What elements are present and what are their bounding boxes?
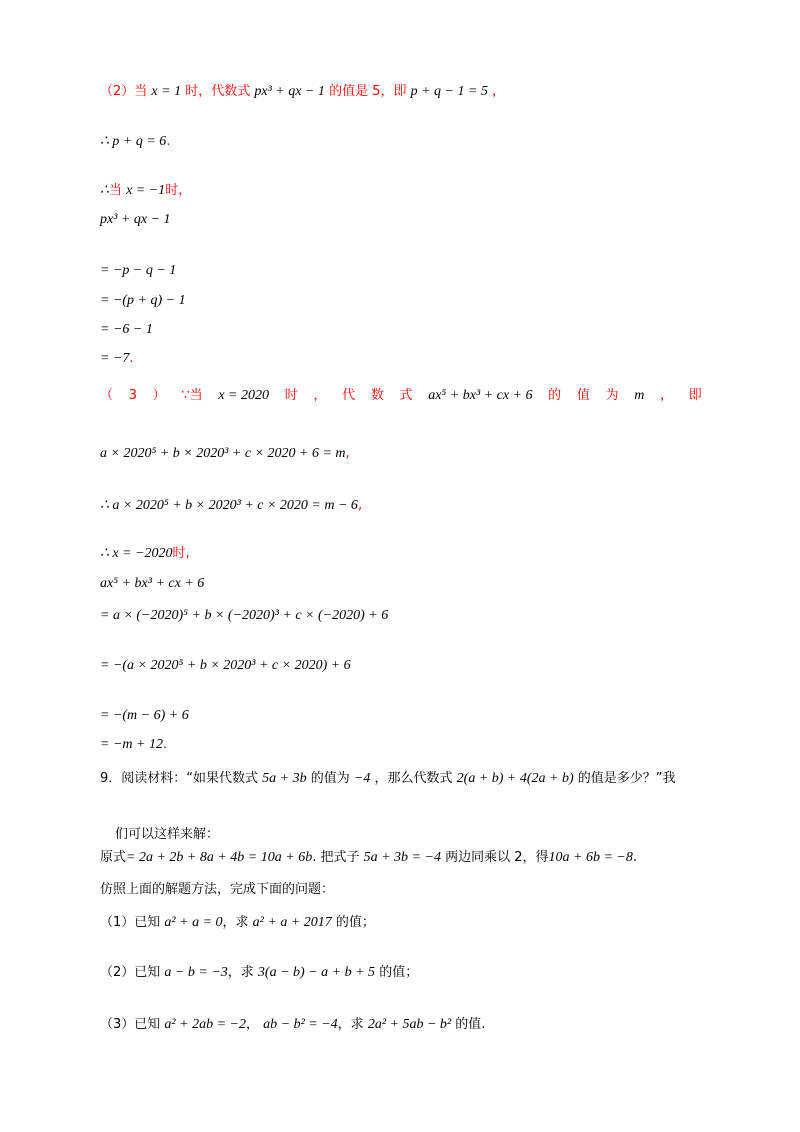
part3-line3-end: , <box>357 498 363 513</box>
part3-equation-m6: ∴ a × 2020⁵ + b × 2020³ + c × 2020 = m − 6 <box>100 498 358 513</box>
part2-mid1: 时，代数式 <box>185 84 251 99</box>
part3-line2 <box>100 445 350 463</box>
q9-sub3-f: 2a² + 5ab − b² <box>367 1017 452 1032</box>
part2-end: ， <box>492 84 506 99</box>
part3-line4-end: 时, <box>172 546 190 561</box>
q9-text3: ，那么代数式 <box>374 771 453 786</box>
q9-sub2-b: a − b = −3 <box>164 965 228 980</box>
part3-step4-line <box>100 736 167 754</box>
part3-step0: ax⁵ + bx³ + cx + 6 <box>100 576 205 591</box>
part3-item: 即 <box>688 388 702 403</box>
part3-item: ， <box>313 388 327 403</box>
q9-l3-end: . <box>632 850 637 865</box>
part2-step3: = −6 − 1 <box>100 322 153 337</box>
part2-expression: px³ + qx − 1 <box>254 84 325 99</box>
part2-sum-end: . <box>166 134 171 149</box>
part2-when: 当 <box>108 183 122 198</box>
part2-prefix: （2）当 <box>100 84 148 99</box>
part3-item: ） <box>152 388 166 403</box>
q9-sub1-a: （1）已知 <box>100 915 161 930</box>
q9-l3-text: . 把式子 <box>312 850 360 865</box>
q9-text2: 的值为 <box>310 771 350 786</box>
q9-sub1-e: 的值； <box>335 915 375 930</box>
part3-item: ax⁵ + bx³ + cx + 6 <box>428 388 533 403</box>
part3-line3 <box>100 497 362 515</box>
part2-step2: = −(p + q) − 1 <box>100 293 186 308</box>
q9-sub3-c: ， <box>245 1017 259 1032</box>
part3-step4-end: . <box>162 737 168 752</box>
q9-line4: 仿照上面的解题方法，完成下面的问题： <box>100 882 335 897</box>
part2-therefore: ∴ <box>100 183 109 198</box>
q9-sub2 <box>100 964 418 982</box>
part3-item: x = 2020 <box>218 388 270 403</box>
part2-line1 <box>100 83 505 101</box>
part2-line3 <box>100 182 191 200</box>
part2-equation: p + q − 1 = 5 <box>410 84 488 99</box>
q9-line3 <box>100 849 637 867</box>
q9-sub1-d: a² + a + 2017 <box>252 915 332 930</box>
q9-sub1-c: ，求 <box>222 915 249 930</box>
q9-sub3-e: ，求 <box>337 1017 364 1032</box>
q9-sub2-e: 的值； <box>379 965 419 980</box>
part3-item: 为 <box>605 388 619 403</box>
q9-sub3 <box>100 1016 485 1034</box>
part3-item: 3 <box>128 388 137 403</box>
part3-item: 的 <box>548 388 562 403</box>
part2-step4-end: . <box>129 351 134 366</box>
q9-sub2-c: ，求 <box>227 965 254 980</box>
part3-item: 代 <box>342 388 356 403</box>
part3-item: 式 <box>399 388 413 403</box>
q9-l3-multiply: 两边同乘以 2，得 <box>445 850 549 865</box>
part3-line4 <box>100 545 190 563</box>
q9-l3-original: 原式 <box>100 850 127 865</box>
q9-text1: 9．阅读材料：“如果代数式 <box>100 771 259 786</box>
part2-time: 时， <box>165 183 192 198</box>
part3-item: 值 <box>576 388 590 403</box>
part3-item: 数 <box>370 388 384 403</box>
q9-sub3-g: 的值. <box>455 1017 486 1032</box>
part2-line2 <box>100 133 170 151</box>
q9-sub1 <box>100 914 375 932</box>
part3-item: ∵当 <box>181 388 203 403</box>
part3-step1: = a × (−2020)⁵ + b × (−2020)³ + c × (−2020) + 6 <box>100 608 389 623</box>
q9-l3-expr: = 2a + 2b + 8a + 4b = 10a + 6b <box>126 850 313 865</box>
part2-step4-line <box>100 350 134 368</box>
q9-expr2: −4 <box>353 771 371 786</box>
part2-mid2: 的值是 5，即 <box>329 84 407 99</box>
q9-text4: 的值是多少？”我 <box>577 771 676 786</box>
part3-item: ， <box>660 388 674 403</box>
q9-expr1: 5a + 3b <box>262 771 307 786</box>
q9-sub3-a: （3）已知 <box>100 1017 161 1032</box>
part3-step3: = −(m − 6) + 6 <box>100 708 189 723</box>
part3-item: m <box>634 388 645 403</box>
part3-item: （ <box>100 388 114 403</box>
part2-step1: = −p − q − 1 <box>100 263 177 278</box>
q9-sub3-b: a² + 2ab = −2 <box>164 1017 246 1032</box>
part3-step2: = −(a × 2020⁵ + b × 2020³ + c × 2020) + 6 <box>100 658 351 673</box>
part2-condition: x = 1 <box>151 84 182 99</box>
q9-l3-given: 5a + 3b = −4 <box>363 850 441 865</box>
q9-sub1-b: a² + a = 0 <box>164 915 223 930</box>
part3-step4: = −m + 12 <box>100 737 163 752</box>
q9-line1 <box>100 770 676 788</box>
part2-sum: ∴ p + q = 6 <box>100 134 167 149</box>
part2-step4: = −7 <box>100 351 130 366</box>
part3-line1 <box>100 384 702 404</box>
part3-x-neg2020: ∴ x = −2020 <box>100 546 173 561</box>
q9-sub3-d: ab − b² = −4 <box>263 1017 338 1032</box>
part3-line2-end: , <box>345 446 350 461</box>
part2-step0: px³ + qx − 1 <box>100 212 171 227</box>
q9-expr3: 2(a + b) + 4(2a + b) <box>456 771 574 786</box>
q9-line2: 们可以这样来解： <box>115 827 220 842</box>
part3-equation-m: a × 2020⁵ + b × 2020³ + c × 2020 + 6 = m <box>100 446 346 461</box>
q9-sub2-d: 3(a − b) − a + b + 5 <box>257 965 376 980</box>
q9-l3-result: 10a + 6b = −8 <box>548 850 633 865</box>
part2-x-neg1: x = −1 <box>126 183 166 198</box>
q9-sub2-a: （2）已知 <box>100 965 161 980</box>
part3-item: 时 <box>284 388 298 403</box>
